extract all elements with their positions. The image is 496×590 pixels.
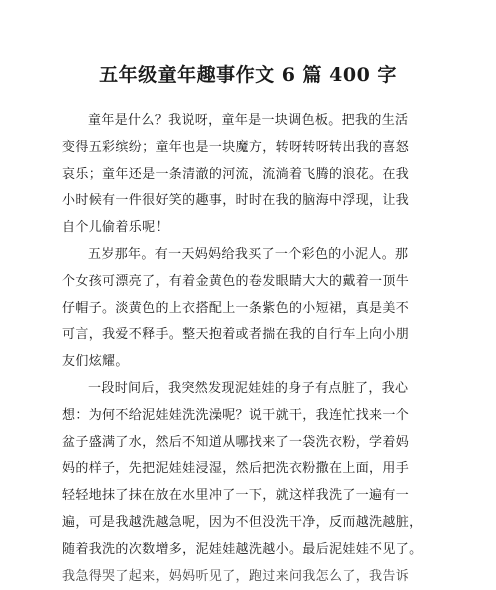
paragraph-line: 可言，我爱不释手。整天抱着或者揣在我的自行车上向小朋 (62, 327, 410, 343)
paragraph-line: 一段时间后，我突然发现泥娃娃的身子有点脏了，我心 (88, 380, 409, 396)
paragraph-line: 妈的样子，先把泥娃娃浸湿，然后把洗衣粉撒在上面，用手 (62, 461, 410, 477)
paragraph-line: 哀乐；童年还是一条清澈的河流，流淌着飞腾的浪花。在我 (62, 166, 410, 182)
paragraph-line: 个女孩可漂亮了，有着金黄色的卷发眼睛大大的戴着一顶牛 (62, 273, 410, 289)
paragraph-line: 仔帽子。淡黄色的上衣搭配上一条紫色的小短裙，真是美不 (62, 300, 410, 316)
paragraph-line: 轻轻地抹了抹在放在水里冲了一下，就这样我洗了一遍有一 (62, 488, 410, 504)
paragraph-line: 小时候有一件很好笑的趣事，时时在我的脑海中浮现，让我 (62, 193, 410, 209)
paragraph-line: 想：为何不给泥娃娃洗洗澡呢？说干就干，我连忙找来一个 (62, 407, 410, 423)
document-body (62, 108, 442, 590)
paragraph-line: 盆子盛满了水，然后不知道从哪找来了一袋洗衣粉，学着妈 (62, 434, 410, 450)
paragraph-line: 变得五彩缤纷；童年也是一块魔方，转呀转呀转出我的喜怒 (62, 139, 410, 155)
paragraph-line: 童年是什么？我说呀，童年是一块调色板。把我的生活 (88, 113, 409, 128)
paragraph-line: 随着我洗的次数增多，泥娃娃越洗越小。最后泥娃娃不见了。 (62, 541, 423, 557)
paragraph-line-partial: 我急得哭了起来，妈妈听见了，跑过来问我怎么了，我告诉 (62, 568, 410, 584)
paragraph-line: 遍，可是我越洗越急呢，因为不但没洗干净，反而越洗越脏， (62, 514, 423, 530)
paragraph-line: 五岁那年。有一天妈妈给我买了一个彩色的小泥人。那 (88, 246, 409, 262)
document-title: 五年级童年趣事作文 6 篇 400 字 (99, 64, 397, 86)
paragraph-line: 自个儿偷着乐呢！ (62, 220, 169, 236)
paragraph-line: 友们炫耀。 (62, 354, 129, 370)
